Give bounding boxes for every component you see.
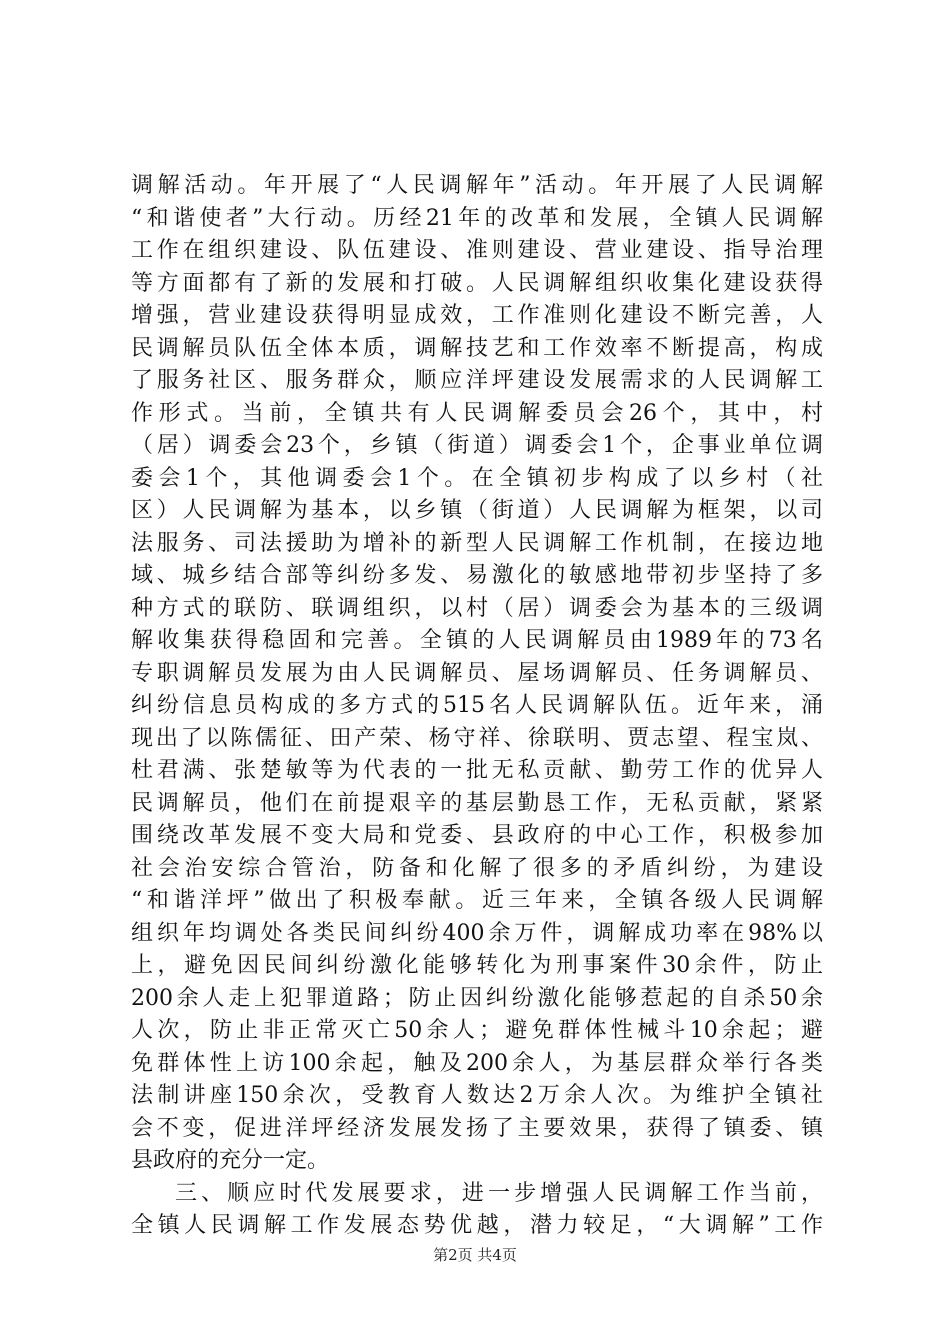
text-line: 民调解员，他们在前提艰辛的基层勤恳工作，无私贡献，紧紧 [131, 790, 823, 816]
text-line: （居）调委会23个，乡镇（街道）调委会1个，企事业单位调 [131, 433, 823, 458]
text-line: 调解活动。年开展了“人民调解年”活动。年开展了人民调解 [131, 173, 823, 198]
text-line: 全镇人民调解工作发展态势优越，潜力较足，“大调解”工作 [131, 1213, 823, 1238]
text-line: 专职调解员发展为由人民调解员、屋场调解员、任务调解员、 [131, 660, 823, 686]
text-line: 会不变，促进洋坪经济发展发扬了主要效果，获得了镇委、镇 [131, 1115, 823, 1141]
page-footer [0, 1244, 950, 1265]
text-line: 现出了以陈儒征、田产荣、杨守祥、徐联明、贾志望、程宝岚、 [131, 725, 823, 751]
text-line: 委会1个，其他调委会1个。在全镇初步构成了以乡村（社 [131, 465, 823, 491]
text-line: 作形式。当前，全镇共有人民调解委员会26个，其中，村 [131, 400, 823, 426]
text-line: 解收集获得稳固和完善。全镇的人民调解员由1989年的73名 [131, 628, 823, 653]
text-line: “和谐洋坪”做出了积极奉献。近三年来，全镇各级人民调解 [131, 888, 823, 913]
document-body [131, 170, 823, 1243]
text-line: 法制讲座150余次，受教育人数达2万余人次。为维护全镇社 [131, 1083, 823, 1108]
text-line: “和谐使者”大行动。历经21年的改革和发展，全镇人民调解 [131, 205, 823, 231]
paragraph-end-line: 县政府的充分一定。 [131, 1148, 330, 1173]
text-line: 免群体性上访100余起，触及200余人，为基层群众举行各类 [131, 1050, 823, 1076]
text-line: 上，避免因民间纠纷激化能够转化为刑事案件30余件，防止 [131, 953, 823, 978]
text-line: 社会治安综合管治，防备和化解了很多的矛盾纠纷，为建设 [131, 855, 823, 881]
text-line: 工作在组织建设、队伍建设、准则建设、营业建设、指导治理 [131, 238, 823, 263]
text-line: 区）人民调解为基本，以乡镇（街道）人民调解为框架，以司 [131, 498, 823, 523]
text-line: 200余人走上犯罪道路；防止因纠纷激化能够惹起的自杀50余 [131, 985, 823, 1011]
text-line: 杜君满、张楚敏等为代表的一批无私贡献、勤劳工作的优异人 [131, 758, 823, 783]
section-heading-line: 三、顺应时代发展要求，进一步增强人民调解工作当前， [175, 1180, 823, 1206]
text-line: 等方面都有了新的发展和打破。人民调解组织收集化建设获得 [131, 270, 823, 296]
text-line: 人次，防止非正常灭亡50余人；避免群体性械斗10余起；避 [131, 1018, 823, 1043]
text-line: 法服务、司法援助为增补的新型人民调解工作机制，在接边地 [131, 530, 823, 556]
text-line: 纠纷信息员构成的多方式的515名人民调解队伍。近年来，涌 [131, 693, 823, 718]
text-line: 增强，营业建设获得明显成效，工作准则化建设不断完善，人 [131, 303, 823, 328]
text-line: 了服务社区、服务群众，顺应洋坪建设发展需求的人民调解工 [131, 368, 823, 393]
text-line: 域、城乡结合部等纠纷多发、易激化的敏感地带初步坚持了多 [131, 563, 823, 588]
text-line: 围绕改革发展不变大局和党委、县政府的中心工作，积极参加 [131, 823, 823, 848]
text-line: 民调解员队伍全体本质，调解技艺和工作效率不断提高，构成 [131, 335, 823, 361]
page-number: 第2页 共4页 [433, 1246, 517, 1264]
text-line: 组织年均调处各类民间纠纷400余万件，调解成功率在98%以 [131, 920, 823, 946]
text-line: 种方式的联防、联调组织，以村（居）调委会为基本的三级调 [131, 595, 823, 621]
